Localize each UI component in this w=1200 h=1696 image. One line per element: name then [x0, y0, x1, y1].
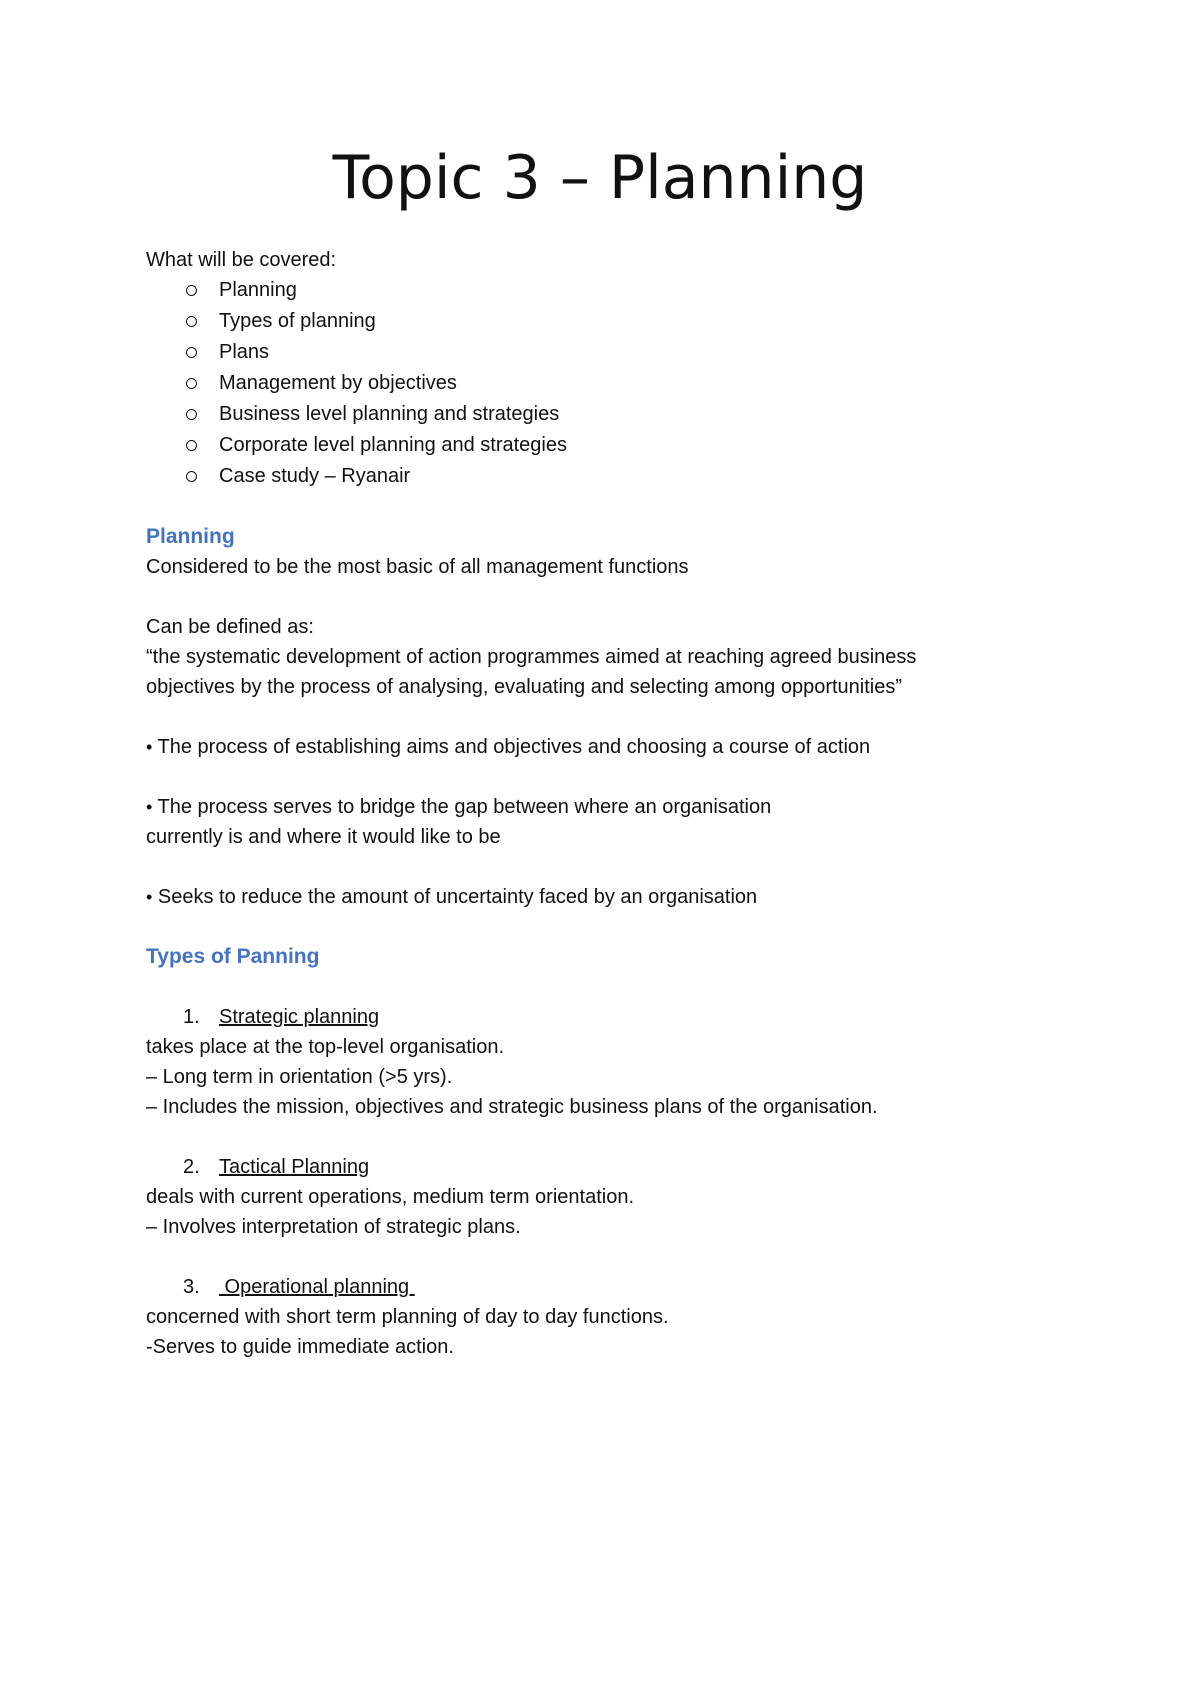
- covered-list: [146, 275, 1066, 492]
- planning-intro: Considered to be the most basic of all management functions: [146, 556, 689, 578]
- list-item: Business level planning and strategies: [146, 399, 1066, 430]
- definition-quote-line2: objectives by the process of analysing, evaluating and selecting among opportunities”: [146, 676, 903, 698]
- bullet-dot-icon: •: [146, 797, 153, 817]
- list-item: Plans: [146, 337, 1066, 368]
- item-line: -Serves to guide immediate action.: [146, 1336, 454, 1358]
- bullet-point: • Seeks to reduce the amount of uncertainty faced by an organisation: [146, 886, 758, 908]
- item-line: – Long term in orientation (>5 yrs).: [146, 1066, 453, 1088]
- list-item: Corporate level planning and strategies: [146, 430, 1066, 461]
- list-item: Planning: [146, 275, 1066, 306]
- list-item: Management by objectives: [146, 368, 1066, 399]
- circle-bullet-icon: [186, 471, 197, 482]
- bullet-dot-icon: •: [146, 737, 153, 757]
- circle-bullet-icon: [186, 285, 197, 296]
- item-line: takes place at the top-level organisation.: [146, 1036, 504, 1058]
- definition-quote-line1: “the systematic development of action programmes aimed at reaching agreed business: [146, 646, 917, 668]
- defined-as: Can be defined as:: [146, 616, 314, 638]
- list-item: Case study – Ryanair: [146, 461, 1066, 492]
- bullet-point: • The process serves to bridge the gap between where an organisation: [146, 796, 772, 818]
- circle-bullet-icon: [186, 409, 197, 420]
- item-line: deals with current operations, medium term orientation.: [146, 1186, 635, 1208]
- section-heading-planning: Planning: [146, 525, 235, 548]
- item-line: concerned with short term planning of day to day functions.: [146, 1306, 669, 1328]
- section-heading-types: Types of Panning: [146, 945, 320, 968]
- bullet-point-continuation: currently is and where it would like to be: [146, 826, 501, 848]
- numbered-item-title: 3. Operational planning: [183, 1276, 415, 1298]
- circle-bullet-icon: [186, 347, 197, 358]
- document-body: [146, 245, 1066, 1362]
- item-line: – Involves interpretation of strategic plans.: [146, 1216, 521, 1238]
- circle-bullet-icon: [186, 316, 197, 327]
- covered-intro: What will be covered:: [146, 249, 337, 271]
- list-item: Types of planning: [146, 306, 1066, 337]
- numbered-item-title: 2. Tactical Planning: [183, 1156, 370, 1178]
- circle-bullet-icon: [186, 440, 197, 451]
- item-line: – Includes the mission, objectives and strategic business plans of the organisation.: [146, 1096, 878, 1118]
- numbered-item-title: 1. Strategic planning: [183, 1006, 380, 1028]
- bullet-dot-icon: •: [146, 887, 153, 907]
- circle-bullet-icon: [186, 378, 197, 389]
- page-title: Topic 3 – Planning: [332, 143, 868, 213]
- bullet-point: • The process of establishing aims and objectives and choosing a course of action: [146, 736, 871, 758]
